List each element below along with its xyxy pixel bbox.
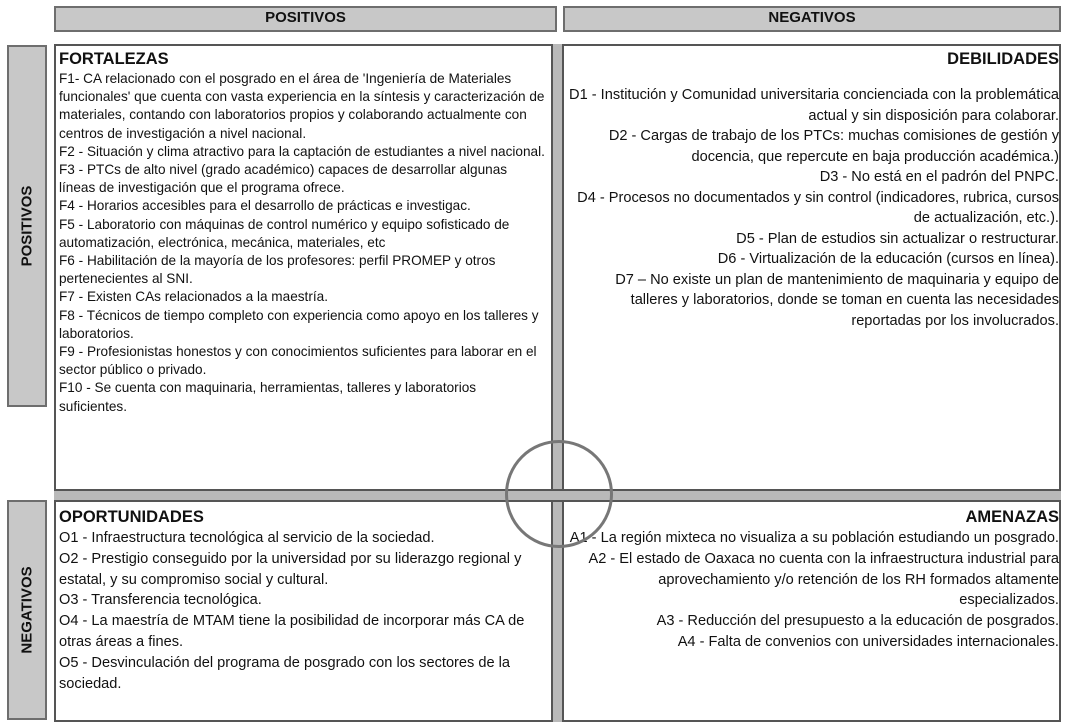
debilidad-item: D2 - Cargas de trabajo de los PTCs: muchas comisiones de gestión y docencia, que repercute en baja producción académica.) bbox=[608, 128, 1059, 165]
fortaleza-item: F2 - Situación y clima atractivo para la captación de estudiantes a nivel nacional. bbox=[59, 143, 545, 159]
debilidad-item: D4 - Procesos no documentados y sin control (indicadores, rubrica, cursos de actualización, etc.). bbox=[577, 189, 1059, 226]
debilidad-item: D6 - Virtualización de la educación (cursos en línea). bbox=[717, 251, 1059, 267]
side-negativos-label: NEGATIVOS bbox=[18, 566, 36, 654]
side-header-negativos bbox=[7, 500, 47, 720]
fortaleza-item: F6 - Habilitación de la mayoría de los profesores: perfil PROMEP y otros pertenecientes al SNI. bbox=[59, 253, 496, 287]
fortaleza-item: F1- CA relacionado con el posgrado en el área de 'Ingeniería de Materiales funcionales' que cuenta con vasta experiencia en la síntesis y caracterización de materiales, contando con laboratorios propios y colaborando actualmente con centros de investigación a nivel nacional. bbox=[59, 71, 545, 141]
oportunidad-item: O3 - Transferencia tecnológica. bbox=[59, 592, 262, 609]
debilidad-item: D5 - Plan de estudios sin actualizar o restructurar. bbox=[736, 230, 1059, 247]
quadrant-debilidades bbox=[569, 49, 1059, 331]
amenaza-item: A3 - Reducción del presupuesto a la educación de posgrados. bbox=[656, 613, 1059, 630]
debilidad-item: D1 - Institución y Comunidad universitaria concienciada con la problemática actual y sin disposición para colaborar. bbox=[569, 87, 1059, 124]
oportunidad-item: O5 - Desvinculación del programa de posgrado con los sectores de la sociedad. bbox=[59, 654, 511, 692]
fortaleza-item: F8 - Técnicos de tiempo completo con experiencia como apoyo en los talleres y laboratorios. bbox=[59, 307, 539, 341]
debilidad-item: D3 - No está en el padrón del PNPC. bbox=[819, 169, 1059, 185]
fortaleza-item: F3 - PTCs de alto nivel (grado académico) capaces de desarrollar algunas líneas de investigación que el programa ofrece. bbox=[59, 162, 508, 196]
fortaleza-item: F5 - Laboratorio con máquinas de control numérico y equipo sofisticado de automatización, electrónica, mecánica, materiales, etc bbox=[59, 216, 510, 250]
quadrant-amenazas bbox=[569, 507, 1059, 653]
fortaleza-item: F9 - Profesionistas honestos y con conocimientos suficientes para laborar en el sector público o privado. bbox=[59, 344, 537, 378]
oportunidad-item: O1 - Infraestructura tecnológica al servicio de la sociedad. bbox=[59, 530, 435, 546]
quadrant-fortalezas bbox=[59, 49, 547, 416]
oportunidades-title: OPORTUNIDADES bbox=[59, 508, 204, 526]
debilidad-item: D7 – No existe un plan de mantenimiento de maquinaria y equipo de talleres y laboratorios, donde se toman en cuenta las necesidades reportadas por los involucrados. bbox=[615, 271, 1059, 329]
fortaleza-item: F7 - Existen CAs relacionados a la maestría. bbox=[59, 289, 328, 305]
amenaza-item: A1 - La región mixteca no visualiza a su población estudiando un posgrado. bbox=[569, 530, 1059, 546]
vertical-divider bbox=[551, 44, 564, 722]
header-negativos-label: NEGATIVOS bbox=[768, 9, 856, 26]
header-positivos bbox=[54, 6, 557, 32]
fortaleza-item: F10 - Se cuenta con maquinaria, herramientas, talleres y laboratorios suficientes. bbox=[59, 380, 477, 414]
oportunidad-item: O2 - Prestigio conseguido por la universidad por su liderazgo regional y estatal, y su compromiso social y cultural. bbox=[59, 550, 522, 588]
header-negativos bbox=[563, 6, 1061, 32]
amenaza-item: A4 - Falta de convenios con universidades internacionales. bbox=[677, 633, 1059, 650]
header-positivos-label: POSITIVOS bbox=[265, 9, 346, 26]
fortalezas-title: FORTALEZAS bbox=[59, 50, 169, 68]
quadrant-oportunidades bbox=[59, 507, 547, 694]
fortaleza-item: F4 - Horarios accesibles para el desarrollo de prácticas e investigac. bbox=[59, 198, 471, 214]
side-positivos-label: POSITIVOS bbox=[18, 185, 36, 267]
amenaza-item: A2 - El estado de Oaxaca no cuenta con la infraestructura industrial para aprovechamiento y/o retención de los RH formados altamente especializados. bbox=[588, 550, 1059, 609]
amenazas-title: AMENAZAS bbox=[965, 508, 1059, 526]
oportunidad-item: O4 - La maestría de MTAM tiene la posibilidad de incorporar más CA de otras áreas a fines. bbox=[59, 613, 525, 650]
debilidades-title: DEBILIDADES bbox=[947, 50, 1059, 68]
center-circle bbox=[505, 440, 613, 548]
side-header-positivos bbox=[7, 45, 47, 407]
